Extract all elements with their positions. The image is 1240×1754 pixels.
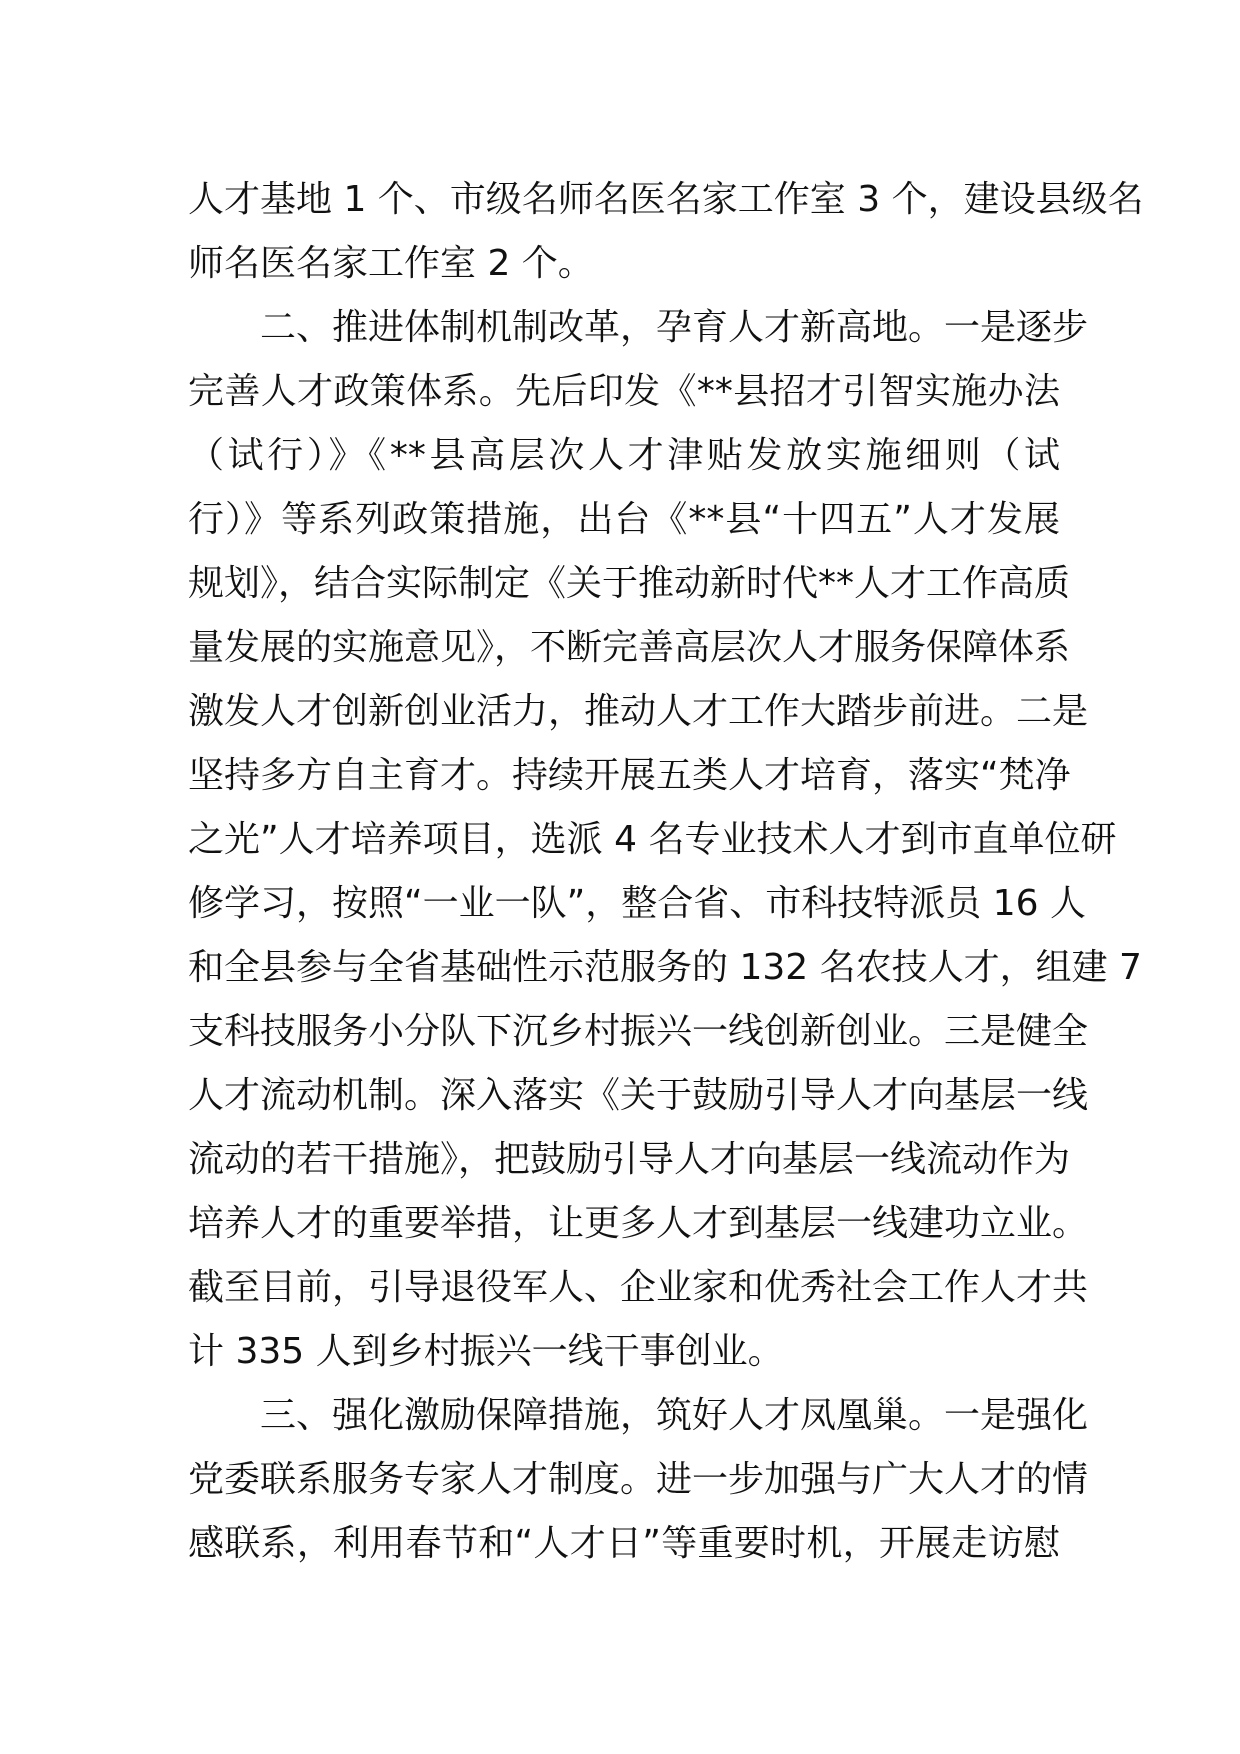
text-line: 完善人才政策体系。先后印发《**县招才引智实施办法 [188, 371, 1060, 412]
text-line: 之光”人才培养项目，选派 4 名专业技术人才到市直单位研 [188, 819, 1117, 860]
text-line: 感联系，利用春节和“人才日”等重要时机，开展走访慰 [188, 1523, 1060, 1564]
text-line: 坚持多方自主育才。持续开展五类人才培育，落实“梵净 [188, 755, 1071, 796]
paragraph-2 [188, 296, 1142, 1384]
text-line: 人才基地 1 个、市级名师名医名家工作室 3 个，建设县级名 [188, 179, 1144, 220]
text-line: 量发展的实施意见》，不断完善高层次人才服务保障体系 [188, 627, 1071, 668]
paragraph-3 [188, 1384, 1089, 1576]
text-line: 培养人才的重要举措，让更多人才到基层一线建功立业。 [188, 1203, 1089, 1244]
text-line: 行）》等系列政策措施，出台《**县“十四五”人才发展 [188, 499, 1060, 540]
text-line: 党委联系服务专家人才制度。进一步加强与广大人才的情 [188, 1459, 1089, 1500]
text-line: 二、推进体制机制改革，孕育人才新高地。一是逐步 [260, 307, 1089, 348]
text-line: 规划》，结合实际制定《关于推动新时代**人才工作高质 [188, 563, 1071, 604]
text-line: 师名医名家工作室 2 个。 [188, 243, 594, 284]
text-line: 流动的若干措施》，把鼓励引导人才向基层一线流动作为 [188, 1139, 1071, 1180]
text-line: 三、强化激励保障措施，筑好人才凤凰巢。一是强化 [260, 1395, 1089, 1436]
text-line: 人才流动机制。深入落实《关于鼓励引导人才向基层一线 [188, 1075, 1089, 1116]
text-line: 激发人才创新创业活力，推动人才工作大踏步前进。二是 [188, 691, 1089, 732]
paragraph-1 [188, 168, 1144, 296]
text-line: （试行）》《**县高层次人才津贴发放实施细则（试 [188, 435, 1060, 476]
text-line: 和全县参与全省基础性示范服务的 132 名农技人才，组建 7 [188, 947, 1142, 988]
text-line: 截至目前，引导退役军人、企业家和优秀社会工作人才共 [188, 1267, 1089, 1308]
text-line: 修学习，按照“一业一队”，整合省、市科技特派员 16 人 [188, 883, 1086, 924]
document-page [188, 168, 1144, 1576]
text-line: 计 335 人到乡村振兴一线干事创业。 [188, 1331, 784, 1372]
text-line: 支科技服务小分队下沉乡村振兴一线创新创业。三是健全 [188, 1011, 1089, 1052]
